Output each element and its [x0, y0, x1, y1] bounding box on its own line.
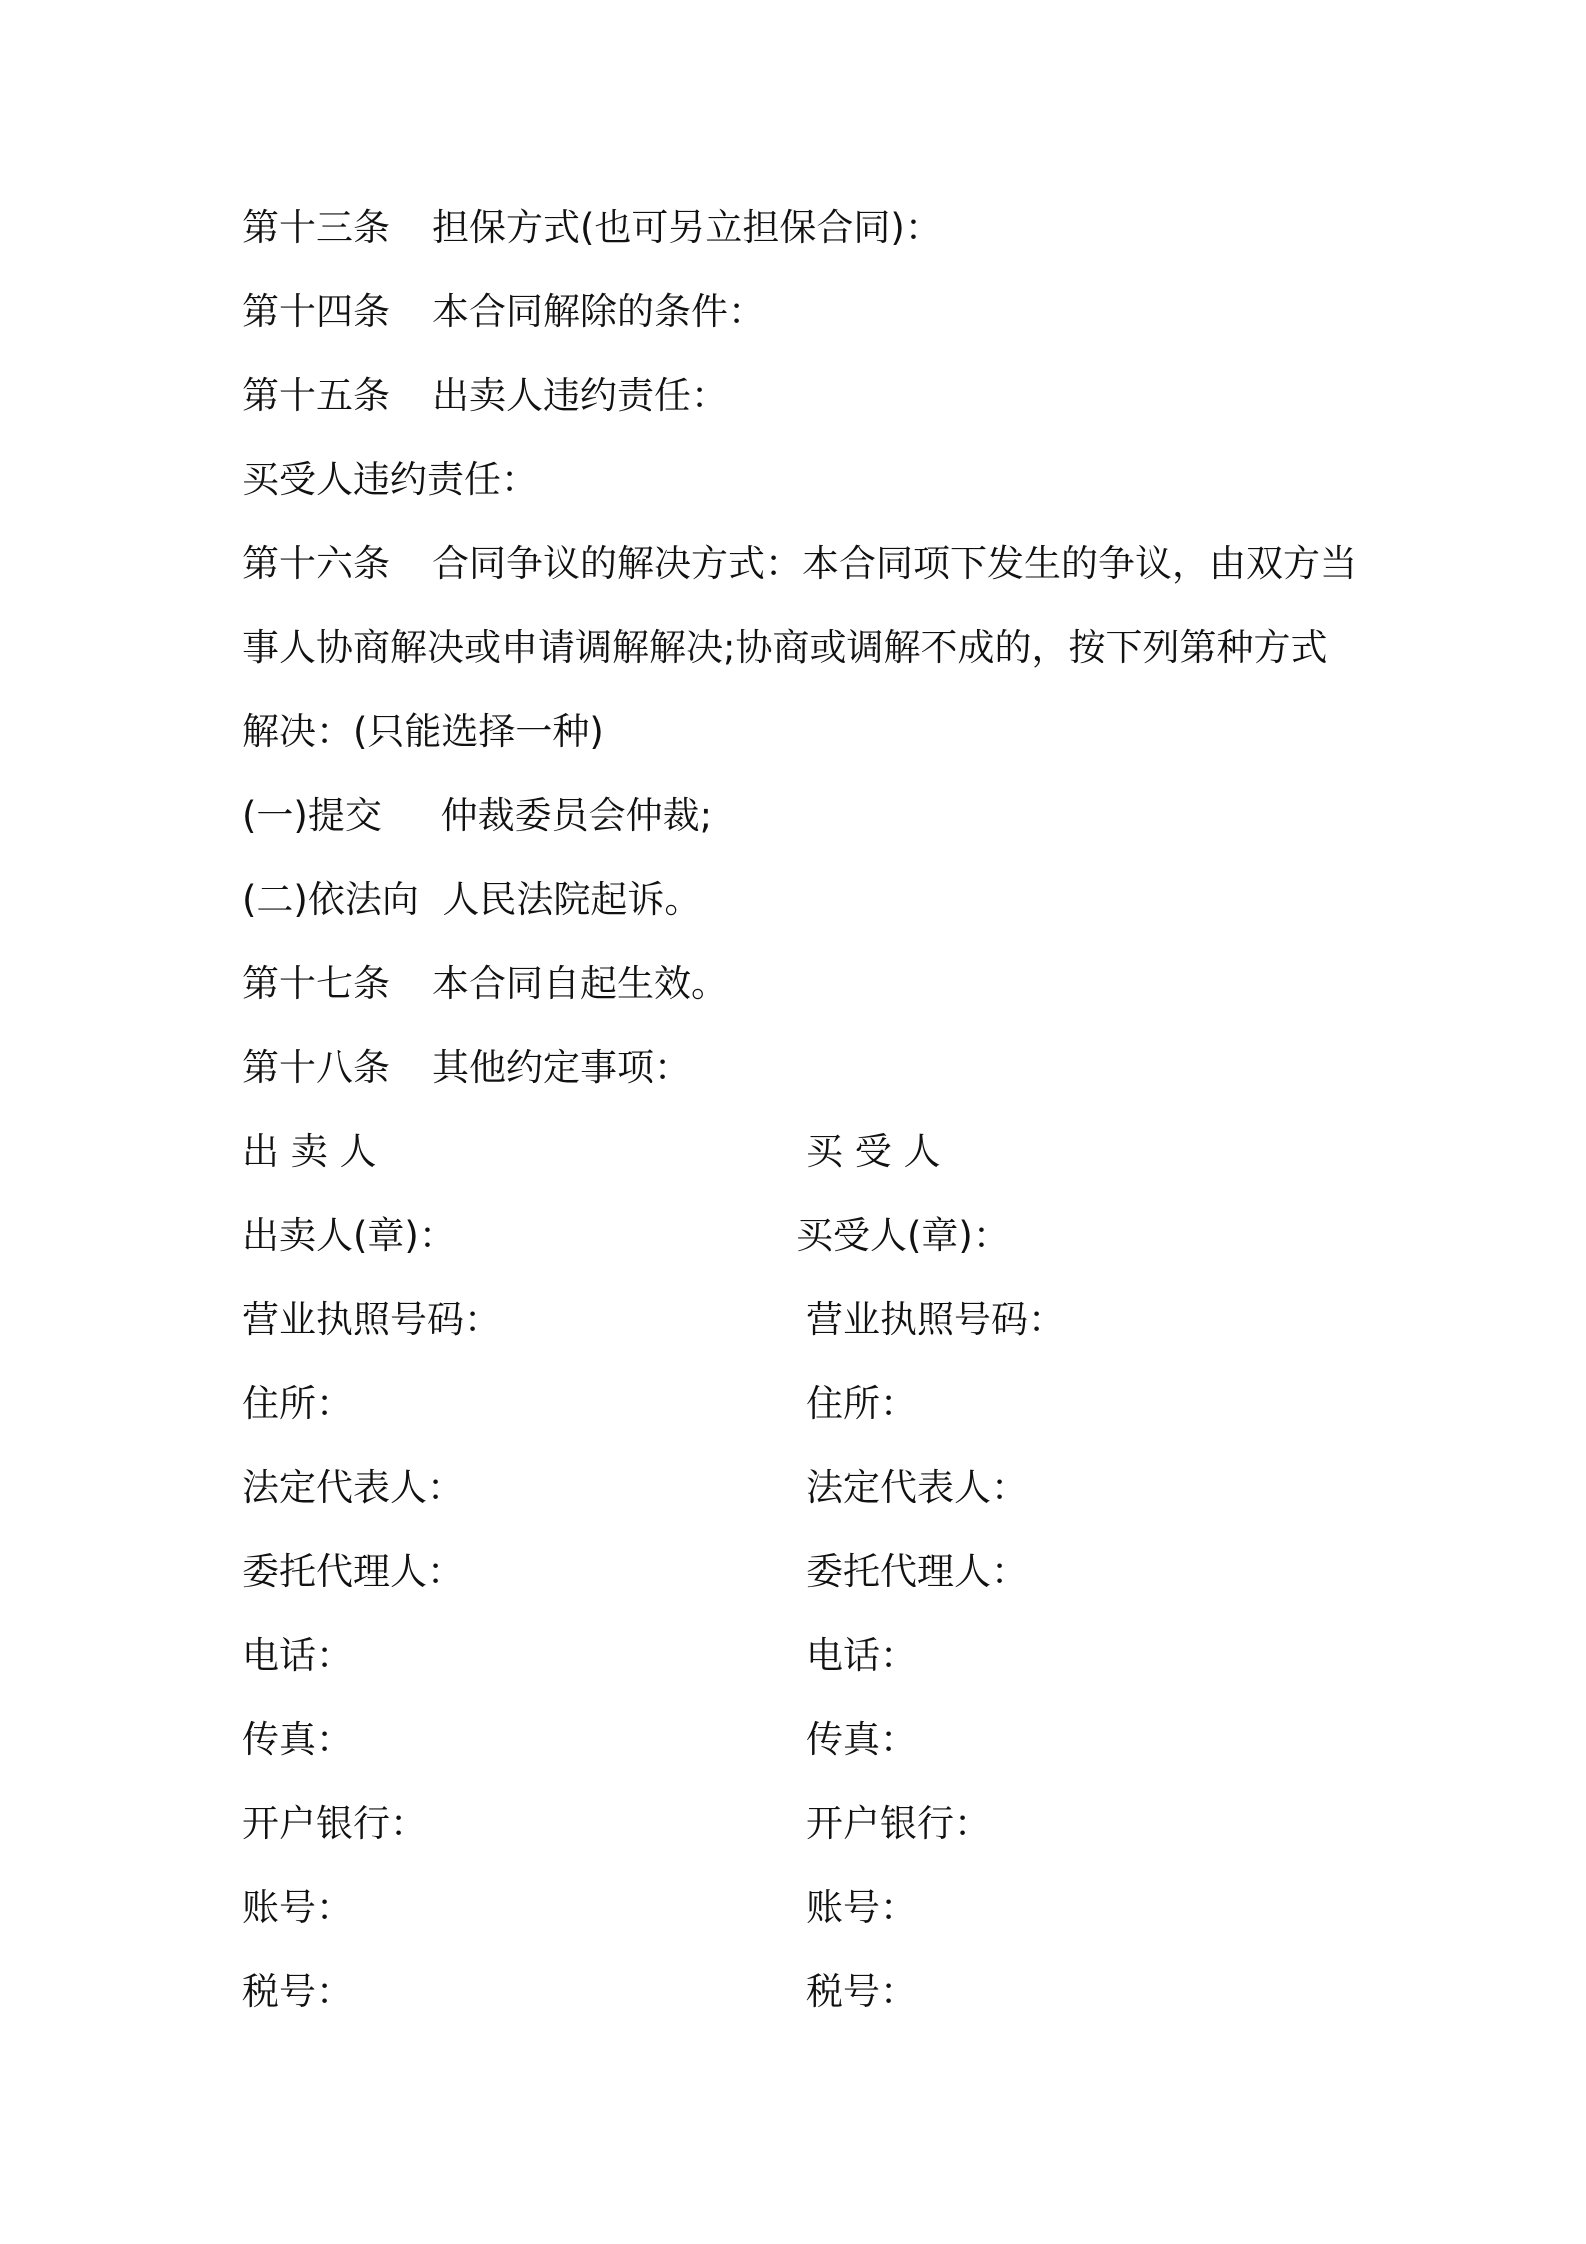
article-16-line-1 [242, 540, 1357, 588]
buyer-tax-field: 税号： [806, 1970, 917, 2013]
buyer-heading: 买 受 人 [806, 1130, 941, 1173]
article-text: 担保方式(也可另立担保合同)： [432, 206, 942, 249]
buyer-account-field: 账号： [806, 1886, 917, 1929]
article-15 [242, 372, 728, 420]
seller-phone-field: 电话： [242, 1634, 353, 1677]
article-16-line-2: 事人协商解决或申请调解解决;协商或调解不成的，按下列第种方式 [242, 626, 1328, 669]
seller-address-field: 住所： [242, 1382, 353, 1425]
seller-heading: 出 卖 人 [242, 1130, 377, 1173]
article-16-line-3: 解决：(只能选择一种) [242, 710, 604, 753]
article-text: 本合同自起生效。 [432, 962, 728, 1005]
article-number: 第十七条 [242, 962, 390, 1005]
article-number: 第十八条 [242, 1046, 390, 1089]
seller-tax-field: 税号： [242, 1970, 353, 2013]
buyer-address-field: 住所： [806, 1382, 917, 1425]
buyer-breach-line: 买受人违约责任： [242, 458, 538, 501]
seller-legal-rep-field: 法定代表人： [242, 1466, 464, 1509]
buyer-license-field: 营业执照号码： [806, 1298, 1065, 1341]
seller-license-field: 营业执照号码： [242, 1298, 501, 1341]
article-number: 第十六条 [242, 542, 390, 585]
seller-bank-field: 开户银行： [242, 1802, 427, 1845]
article-17 [242, 960, 728, 1008]
article-text: 其他约定事项： [432, 1046, 691, 1089]
seller-agent-field: 委托代理人： [242, 1550, 464, 1593]
article-text: 本合同解除的条件： [432, 290, 765, 333]
option-arbitration: (一)提交 仲裁委员会仲裁; [242, 794, 713, 837]
buyer-legal-rep-field: 法定代表人： [806, 1466, 1028, 1509]
buyer-phone-field: 电话： [806, 1634, 917, 1677]
article-number: 第十三条 [242, 206, 390, 249]
article-14 [242, 288, 765, 336]
buyer-agent-field: 委托代理人： [806, 1550, 1028, 1593]
option-court: (二)依法向 人民法院起诉。 [242, 878, 702, 921]
seller-account-field: 账号： [242, 1886, 353, 1929]
buyer-seal-field: 买受人(章)： [796, 1214, 1010, 1257]
buyer-bank-field: 开户银行： [806, 1802, 991, 1845]
article-text: 合同争议的解决方式：本合同项下发生的争议，由双方当 [432, 542, 1357, 585]
seller-seal-field: 出卖人(章)： [242, 1214, 456, 1257]
article-18 [242, 1044, 691, 1092]
article-number: 第十五条 [242, 374, 390, 417]
buyer-fax-field: 传真： [806, 1718, 917, 1761]
article-13 [242, 204, 942, 252]
article-number: 第十四条 [242, 290, 390, 333]
seller-fax-field: 传真： [242, 1718, 353, 1761]
article-text: 出卖人违约责任： [432, 374, 728, 417]
